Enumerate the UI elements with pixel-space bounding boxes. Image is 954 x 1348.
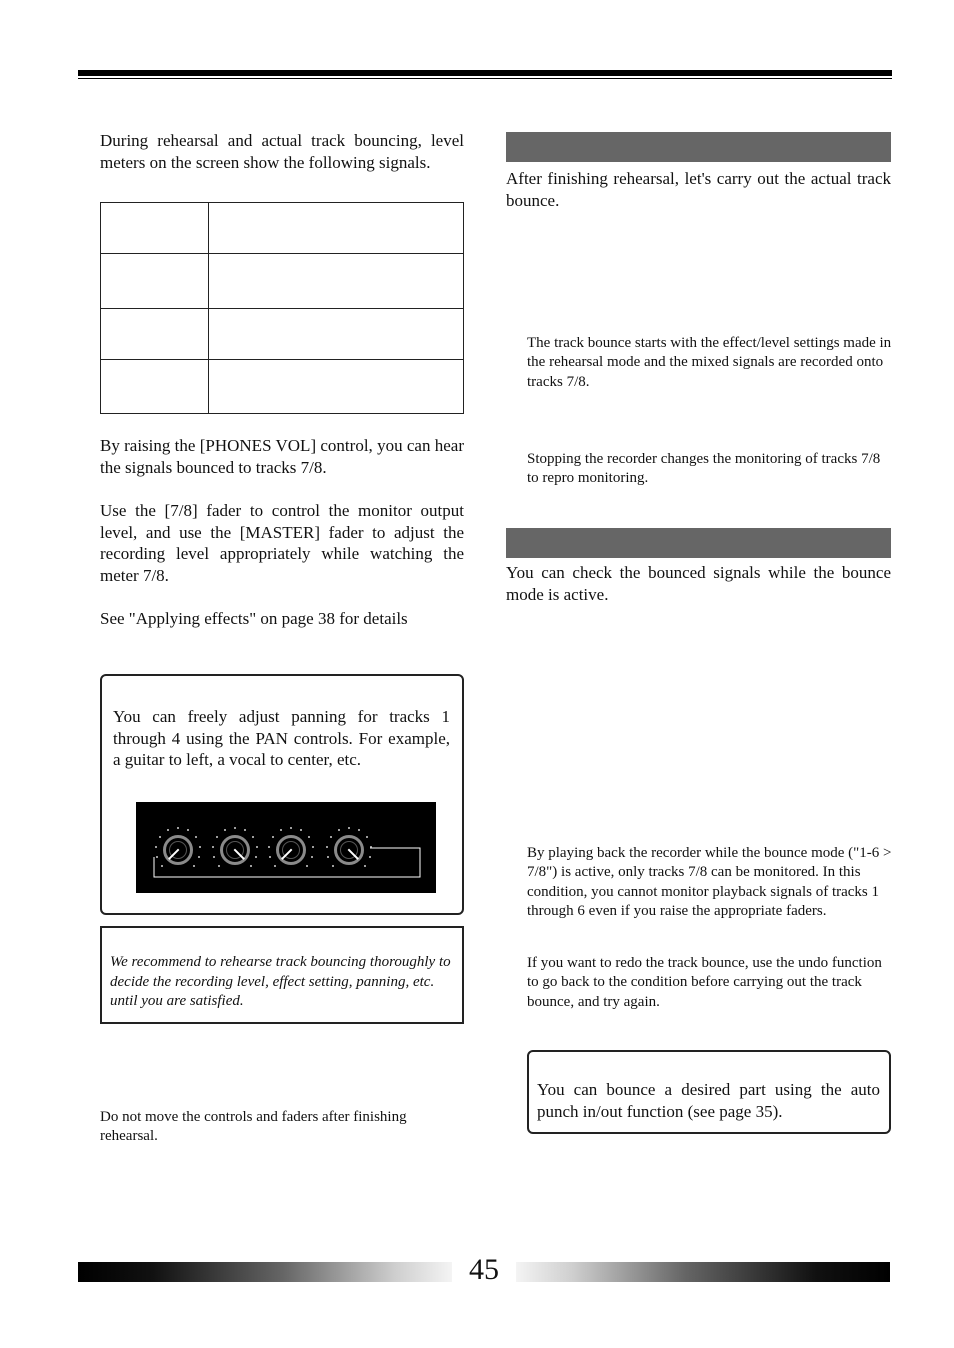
table-row (101, 309, 464, 360)
table-row (101, 360, 464, 414)
pan-scale-dot (326, 846, 328, 848)
footer-gradient-right (516, 1262, 890, 1282)
pan-scale-dot (327, 856, 329, 858)
pan-scale-dot (213, 856, 215, 858)
pan-scale-dot (308, 836, 310, 838)
table-cell (101, 360, 209, 414)
page-number: 45 (469, 1253, 499, 1286)
pan-scale-dot (195, 836, 197, 838)
phones-paragraph: By raising the [PHONES VOL] control, you can hear the signals bounced to tracks 7/8. (100, 436, 464, 477)
pan-scale-dot (156, 856, 158, 858)
pan-scale-dot (366, 836, 368, 838)
header-rule-thick (78, 70, 892, 76)
pan-scale-dot (256, 846, 258, 848)
pan-scale-dot (306, 865, 308, 867)
recommend-text: We recommend to rehearse track bouncing thoroughly to decide the recording level, effect setting, panning, etc. until you are satisfied. (110, 954, 451, 1010)
pan-scale-dot (193, 865, 195, 867)
punch-tip-text: You can bounce a desired part using the auto punch in/out function (see page 35). (537, 1080, 880, 1121)
pan-scale-dot (234, 827, 236, 829)
pan-scale-dot (199, 846, 201, 848)
footer-gradient-left (78, 1262, 452, 1282)
pan-scale-dot (269, 856, 271, 858)
pan-scale-dot (364, 865, 366, 867)
pan-scale-dot (312, 846, 314, 848)
table-cell (209, 254, 464, 309)
pan-scale-dot (252, 836, 254, 838)
table-row (101, 254, 464, 309)
recommend-note (100, 926, 464, 1024)
meter-signal-table (100, 202, 464, 414)
pan-scale-dot (250, 865, 252, 867)
table-cell (209, 203, 464, 254)
pan-scale-dot (311, 856, 313, 858)
pan-scale-dot (255, 856, 257, 858)
pan-scale-dot (155, 846, 157, 848)
pan-scale-dot (369, 856, 371, 858)
intro-paragraph: During rehearsal and actual track bouncing, level meters on the screen show the following signals. (100, 131, 464, 172)
pan-scale-dot (370, 846, 372, 848)
section-bar-2 (506, 528, 891, 558)
header-rule-thin (78, 78, 892, 79)
table-cell (209, 360, 464, 414)
table-cell (209, 309, 464, 360)
playing-paragraph: By playing back the recorder while the bounce mode ("1-6 > 7/8") is active, only tracks 7/8 can be monitored. In this condition, you cannot monitor playback signals of tracks 1 through 6 even if you raise the appropriate faders. (527, 845, 892, 919)
pan-scale-dot (198, 856, 200, 858)
pan-scale-dot (212, 846, 214, 848)
section-bar-1 (506, 132, 891, 162)
check-paragraph: You can check the bounced signals while the bounce mode is active. (506, 563, 891, 604)
stopping-paragraph: Stopping the recorder changes the monitoring of tracks 7/8 to repro monitoring. (527, 451, 881, 487)
pan-scale-dot (268, 846, 270, 848)
see-paragraph: See "Applying effects" on page 38 for details (100, 609, 408, 628)
redo-paragraph: If you want to redo the track bounce, use the undo function to go back to the condition before carrying out the track bounce, and try again. (527, 955, 882, 1010)
pan-scale-dot (348, 827, 350, 829)
starts-paragraph: The track bounce starts with the effect/level settings made in the rehearsal mode and the mixed signals are recorded onto tracks 7/8. (527, 335, 892, 390)
pan-scale-dot (290, 827, 292, 829)
donot-paragraph: Do not move the controls and faders after finishing rehearsal. (100, 1109, 407, 1145)
table-row (101, 203, 464, 254)
after-paragraph: After finishing rehearsal, let's carry out the actual track bounce. (506, 169, 891, 210)
table-cell (101, 203, 209, 254)
table-cell (101, 254, 209, 309)
pan-tip-text: You can freely adjust panning for tracks 1 through 4 using the PAN controls. For example, a guitar to left, a vocal to center, etc. (113, 707, 450, 770)
fader-paragraph: Use the [7/8] fader to control the monitor output level, and use the [MASTER] fader to adjust the recording level appropriately while watching the meter 7/8. (100, 501, 464, 586)
pan-controls-illustration (136, 802, 436, 893)
pan-scale-dot (177, 827, 179, 829)
table-cell (101, 309, 209, 360)
